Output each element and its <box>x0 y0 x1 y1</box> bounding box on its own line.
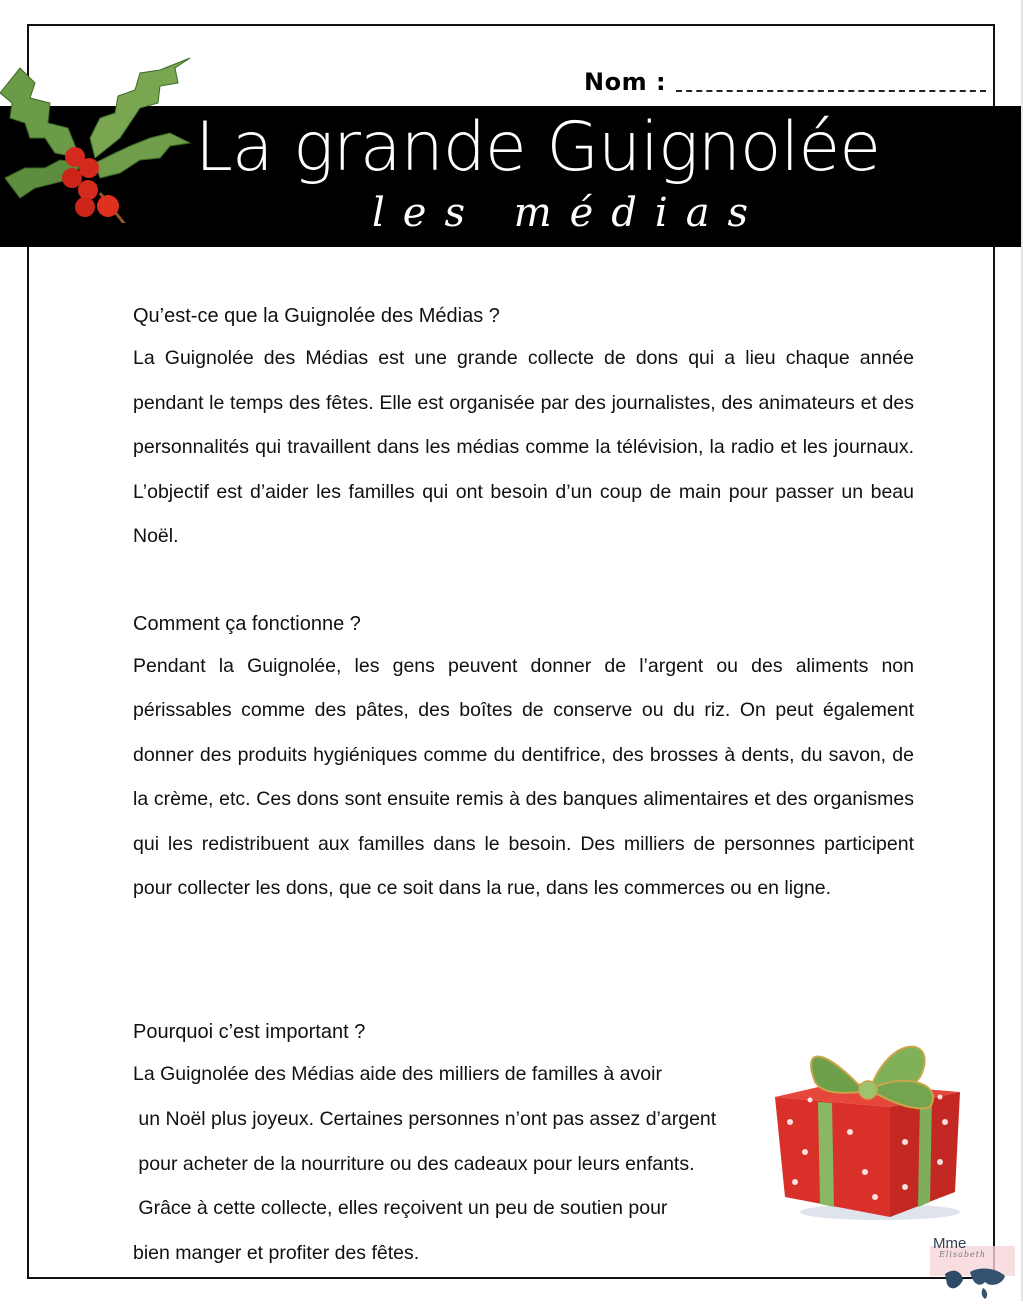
section-what-is <box>133 296 914 559</box>
section-paragraph: La Guignolée des Médias est une grande collecte de dons qui a lieu chaque année pendant le temps des fêtes. Elle est organisée par des journalistes, des animateurs et des personnalités qui travaillent dans les médias comme la télévision, la radio et les journaux. L’objectif est d’aider les familles qui ont besoin d’un coup de main pour passer un beau Noël. <box>133 347 914 547</box>
name-field <box>584 60 986 96</box>
paragraph-line: Grâce à cette collecte, elles reçoivent un peu de soutien pour <box>133 1197 668 1220</box>
page-subtitle: les médias <box>372 190 767 236</box>
author-logo <box>925 1232 1020 1301</box>
page-title: La grande Guignolée <box>195 108 881 187</box>
section-why-important <box>133 1012 773 1276</box>
section-title: Comment ça fonctionne ? <box>133 612 361 635</box>
section-how-it-works <box>133 604 914 911</box>
gift-icon <box>770 1012 970 1224</box>
section-title: Pourquoi c’est important ? <box>133 1021 366 1043</box>
paragraph-line: bien manger et profiter des fêtes. <box>133 1242 420 1265</box>
paragraph-line: un Noël plus joyeux. Certaines personnes n’ont pas assez d’argent <box>133 1107 717 1130</box>
article-body <box>133 296 914 956</box>
holly-icon <box>0 28 200 223</box>
name-blank-line[interactable] <box>676 90 986 92</box>
logo-subtitle: Elisabeth <box>939 1250 987 1259</box>
logo-title: Mme <box>933 1235 967 1252</box>
section-paragraph: Pendant la Guignolée, les gens peuvent donner de l’argent ou des aliments non périssables comme des pâtes, des boîtes de conserve ou du riz. On peut également donner des produits hygiéniques comme du dentifrice, des brosses à dents, du savon, de la crème, etc. Ces dons sont ensuite remis à des banques alimentaires et des organismes qui les redistribuent aux familles dans le besoin. Des milliers de personnes participent pour collecter les dons, que ce soit dans la rue, dans les commerces ou en ligne. <box>133 654 914 899</box>
name-label: Nom : <box>584 68 667 96</box>
paragraph-line: pour acheter de la nourriture ou des cadeaux pour leurs enfants. <box>133 1152 695 1175</box>
paragraph-line: La Guignolée des Médias aide des milliers de familles à avoir <box>133 1063 662 1085</box>
section-title: Qu’est-ce que la Guignolée des Médias ? <box>133 305 500 327</box>
